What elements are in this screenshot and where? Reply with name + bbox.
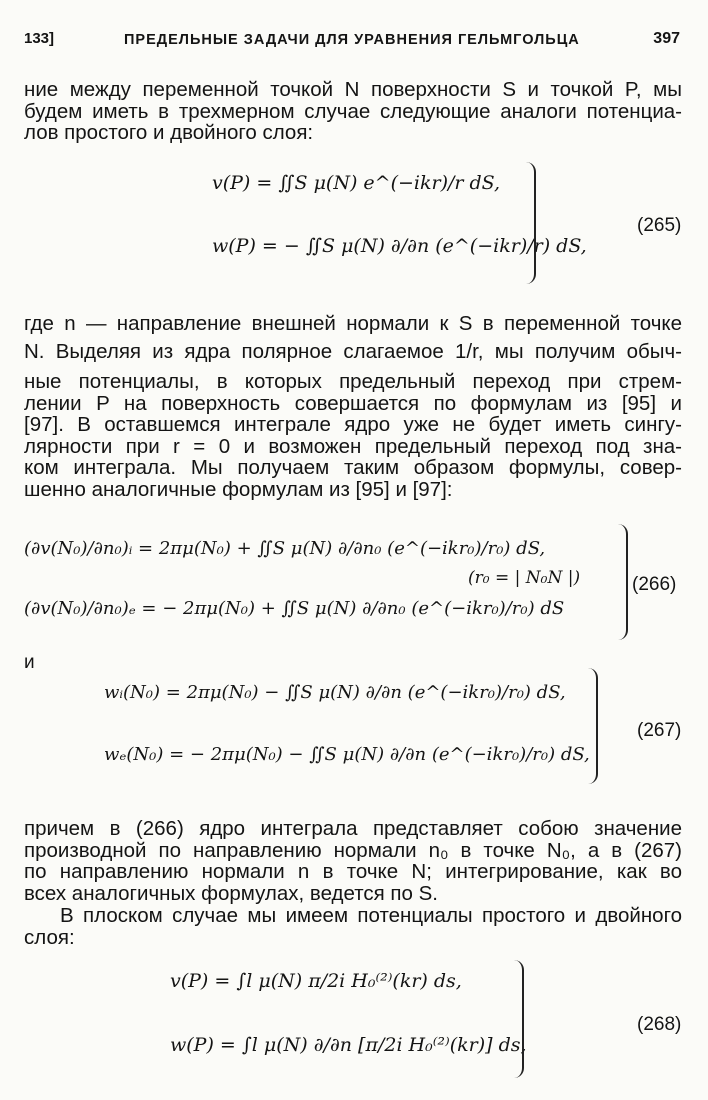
text-line: N. Выделяя из ядра полярное слагаемое 1/r, мы получим обыч- xyxy=(24,339,682,363)
section-marker: 133] xyxy=(24,30,55,47)
running-header xyxy=(24,26,680,54)
text-line: лярности при r = 0 и возможен предельный переход под зна- xyxy=(24,434,682,458)
equation-266-line-1: (∂v(N₀)/∂n₀)ᵢ = 2πμ(N₀) + ∬S μ(N) ∂/∂n₀ (e^(−ikr₀)/r₀) dS, xyxy=(24,538,546,559)
equation-267-line-1: wᵢ(N₀) = 2πμ(N₀) − ∬S μ(N) ∂/∂n (e^(−ikr₀)/r₀) dS, xyxy=(104,682,566,703)
text-line: по направлению нормали n в точке N; интегрирование, как во xyxy=(24,860,682,883)
text-line: ные потенциалы, в которых предельный переход при стрем- xyxy=(24,370,682,393)
equation-268-line-1: v(P) = ∫l μ(N) π/2i H₀⁽²⁾(kr) ds, xyxy=(170,970,462,992)
equation-brace xyxy=(508,960,524,1078)
paragraph-remark xyxy=(24,818,682,904)
equation-number-266: (266) xyxy=(632,574,677,595)
text-line: лов простого и двойного слоя: xyxy=(24,121,314,144)
equation-number-265: (265) xyxy=(637,215,682,236)
text-line: [97]. В оставшемся интеграле ядро уже не будет иметь сингу- xyxy=(24,413,682,436)
equation-266-line-2: (∂v(N₀)/∂n₀)ₑ = − 2πμ(N₀) + ∬S μ(N) ∂/∂n₀ (e^(−ikr₀)/r₀) dS xyxy=(24,598,565,619)
running-title: ПРЕДЕЛЬНЫЕ ЗАДАЧИ ДЛЯ УРАВНЕНИЯ ГЕЛЬМГОЛЬЦА xyxy=(124,32,580,48)
text-line: будем иметь в трехмерном случае следующие аналоги потенциа- xyxy=(24,99,682,123)
text-line: слоя: xyxy=(24,925,75,949)
equation-265-line-1: v(P) = ∬S μ(N) e^(−ikr)/r dS, xyxy=(212,172,501,194)
equation-brace xyxy=(520,162,536,284)
equation-267-line-2: wₑ(N₀) = − 2πμ(N₀) − ∬S μ(N) ∂/∂n (e^(−ikr₀)/r₀) dS, xyxy=(104,744,590,765)
text-line: производной по направлению нормали n₀ в точке N₀, а в (267) xyxy=(24,838,682,862)
text-line: всех аналогичных формулах, ведется по S. xyxy=(24,881,438,905)
paragraph-plane-case xyxy=(24,905,682,948)
page-number: 397 xyxy=(653,30,680,47)
equation-number-267: (267) xyxy=(637,720,682,741)
paragraph-explanation xyxy=(24,313,682,500)
text-line: шенно аналогичные формулам из [95] и [97]: xyxy=(24,477,453,501)
equation-number-268: (268) xyxy=(637,1014,682,1035)
equation-brace xyxy=(612,524,628,640)
equation-265-line-2: w(P) = − ∬S μ(N) ∂/∂n (e^(−ikr)/r) dS, xyxy=(212,235,587,257)
text-line: причем в (266) ядро интеграла представляет собою значение xyxy=(24,817,682,840)
equation-268-line-2: w(P) = ∫l μ(N) ∂/∂n [π/2i H₀⁽²⁾(kr)] ds, xyxy=(170,1034,527,1056)
conjunction: и xyxy=(24,652,35,673)
text-line: ние между переменной точкой N поверхности S и точкой P, мы xyxy=(24,78,682,101)
text-line: где n — направление внешней нормали к S в переменной точке xyxy=(24,312,682,335)
paragraph-intro xyxy=(24,79,682,144)
equation-266-note: (r₀ = | N₀N |) xyxy=(468,568,581,588)
text-line: лении P на поверхность совершается по формулам из [95] и xyxy=(24,391,682,415)
text-line: В плоском случае мы имеем потенциалы простого и двойного xyxy=(60,904,682,927)
equation-brace xyxy=(582,668,598,784)
text-line: ком интеграла. Мы получаем таким образом формулы, совер- xyxy=(24,456,682,479)
